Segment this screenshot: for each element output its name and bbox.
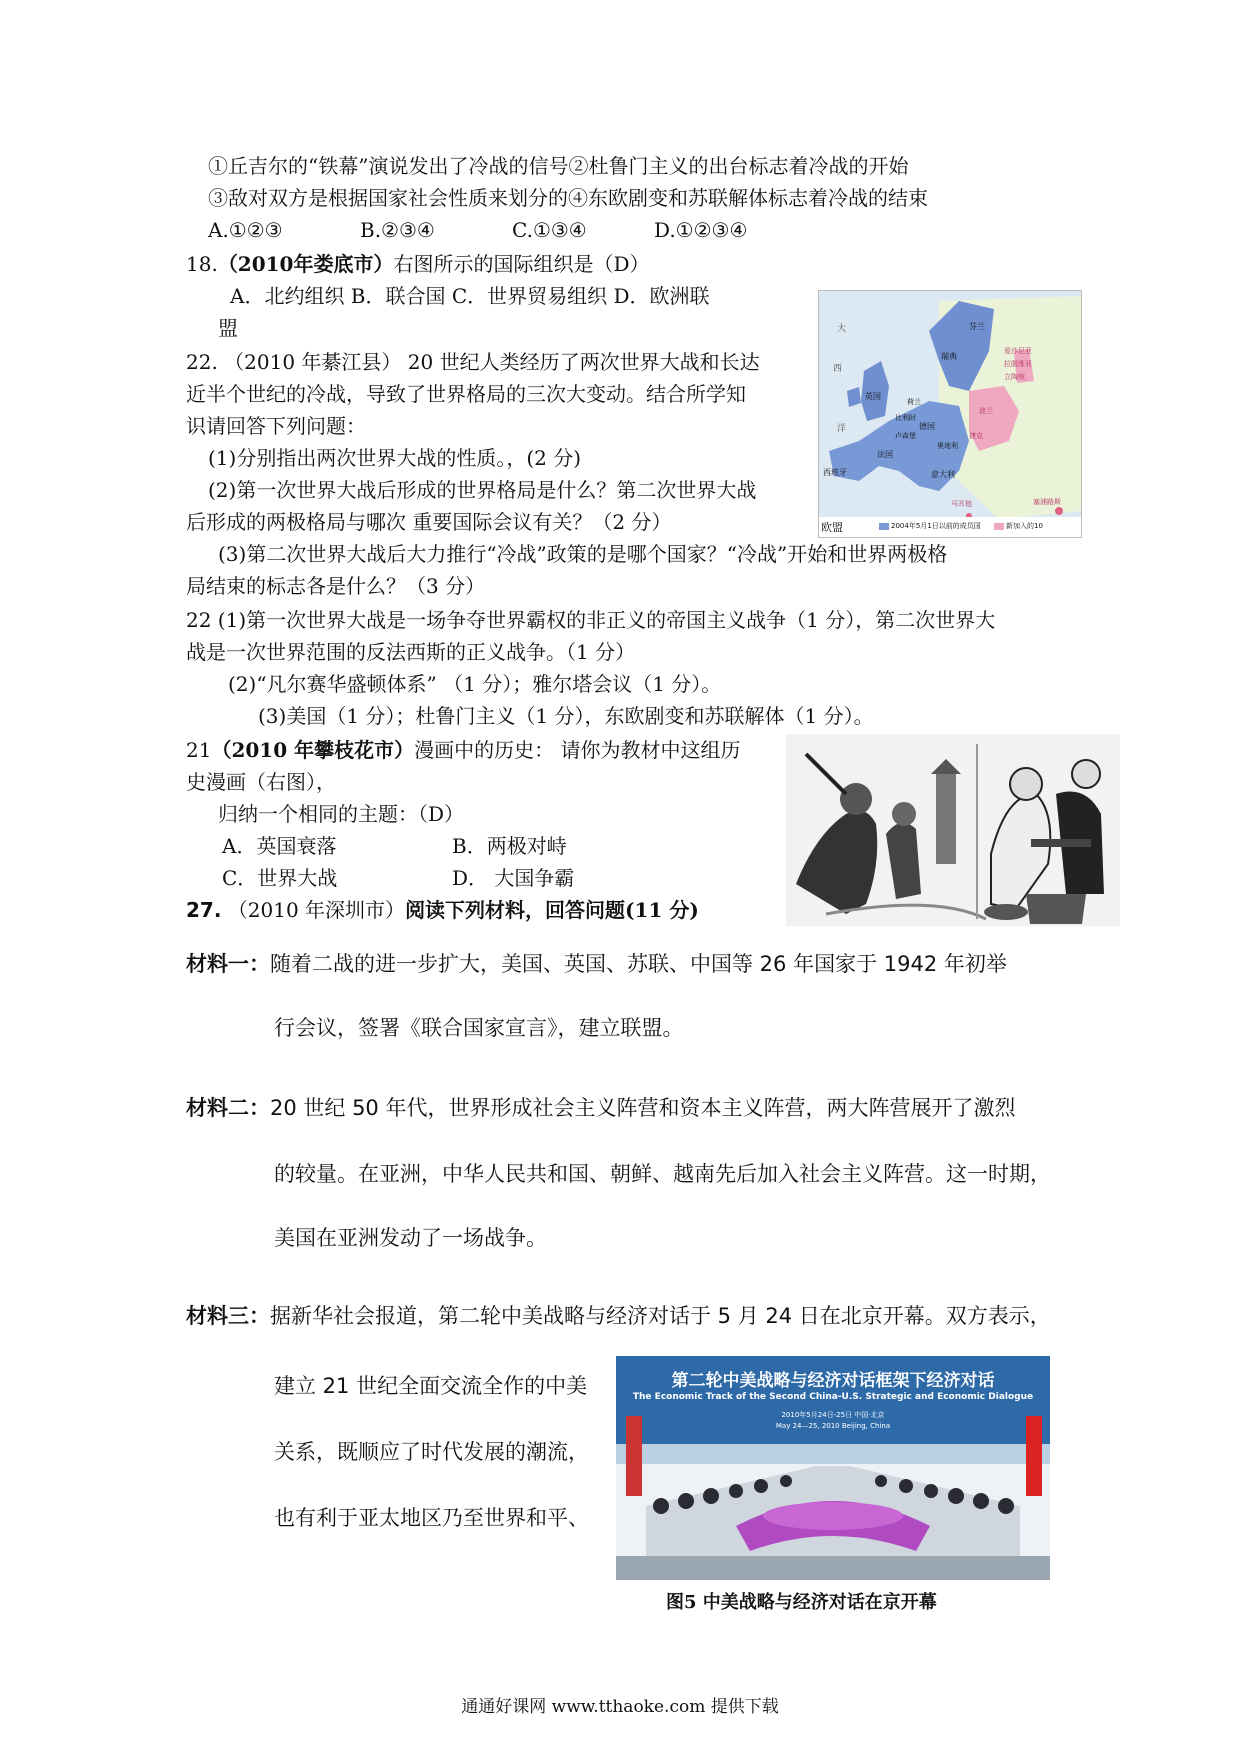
cartoon-svg — [786, 734, 1120, 926]
q22-sub-2a: (2)第一次世界大战后形成的世界格局是什么？第二次世界大战 — [208, 478, 757, 502]
q18-stem — [186, 250, 650, 278]
map-label-uk: 英国 — [865, 392, 881, 401]
q22-line-2: 近半个世纪的冷战，导致了世界格局的三次大变动。结合所学知 — [186, 382, 746, 406]
q18-number: 18. — [186, 252, 218, 276]
q17-statement-1: ①丘吉尔的“铁幕”演说发出了冷战的信号②杜鲁门主义的出台标志着冷战的开始 — [208, 154, 909, 178]
material-2-line-3: 美国在亚洲发动了一场战争。 — [274, 1226, 547, 1250]
material-3-line-1 — [186, 1300, 1051, 1330]
map-label-ocean-2: 西 — [833, 364, 843, 374]
map-label-ocean-3: 洋 — [837, 424, 847, 434]
q27-source: （2010 年深圳市） — [227, 898, 406, 922]
map-label-austria: 奥地利 — [937, 442, 958, 450]
q21-stem-3: 归纳一个相同的主题：（D） — [218, 802, 465, 826]
map-label-cyprus: 塞浦路斯 — [1033, 498, 1061, 506]
map-label-latvia: 拉脱维亚 — [1004, 360, 1032, 368]
q17-statement-2: ③敌对双方是根据国家社会性质来划分的④东欧剧变和苏联解体标志着冷战的结束 — [208, 186, 928, 210]
figure-5-caption: 图5 中美战略与经济对话在京开幕 — [666, 1592, 937, 1613]
material-3-line-4: 也有利于亚太地区乃至世界和平、 — [274, 1506, 589, 1530]
q17-option-d: D.①②③④ — [654, 218, 748, 242]
map-label-france: 法国 — [877, 450, 893, 459]
q21-option-b: B．两极对峙 — [452, 834, 567, 858]
map-label-ocean-1: 大 — [837, 324, 847, 334]
q21-question: 漫画中的历史： 请你为教材中这组历 — [414, 738, 741, 762]
material-1-label: 材料一： — [186, 952, 270, 976]
map-label-germany: 德国 — [919, 422, 935, 431]
q22-sub-2b: 后形成的两极格局与哪次 重要国际会议有关？（2 分） — [186, 510, 672, 534]
map-label-estonia: 爱沙尼亚 — [1004, 347, 1032, 355]
q18-question: 右图所示的国际组织是（D） — [393, 252, 650, 276]
a22-line-2: 战是一次世界范围的反法西斯的正义战争。（1 分） — [186, 640, 636, 664]
material-1-line-1 — [186, 948, 1007, 978]
a22-line-4: (3)美国（1 分）；杜鲁门主义（1 分），东欧剧变和苏联解体（1 分）。 — [258, 704, 874, 728]
a22-line-1: 22 (1)第一次世界大战是一场争夺世界霸权的非正义的帝国主义战争（1 分），第二次世界大 — [186, 608, 996, 632]
eu-map-figure — [818, 290, 1082, 538]
q27-stem — [186, 896, 699, 924]
material-1-line-2: 行会议，签署《联合国家宣言》，建立联盟。 — [274, 1016, 684, 1040]
q21-stem-2: 史漫画（右图）， — [186, 770, 336, 794]
q21-source: （2010 年攀枝花市） — [211, 738, 415, 762]
photo-banner-cn: 第二轮中美战略与经济对话框架下经济对话 — [671, 1371, 995, 1391]
photo-banner-date: 2010年5月24日-25日 中国·北京 — [781, 1411, 885, 1419]
photo-banner-date-en: May 24—25, 2010 Beijing, China — [775, 1422, 891, 1430]
map-label-spain: 西班牙 — [823, 468, 847, 477]
q18-source: （2010年娄底市） — [217, 252, 394, 276]
q27-question: 阅读下列材料，回答问题(11 分) — [405, 898, 699, 922]
q21-number: 21 — [186, 738, 212, 762]
map-label-poland: 波兰 — [979, 407, 993, 415]
q22-sub-3b: 局结束的标志各是什么？（3 分） — [186, 574, 486, 598]
dialogue-photo — [616, 1356, 1050, 1580]
map-label-finland: 芬兰 — [969, 322, 985, 331]
map-legend-new-members: 新加入的10 — [1006, 522, 1043, 530]
map-label-netherlands: 荷兰 — [907, 398, 921, 406]
q22-line-3: 识请回答下列问题： — [186, 414, 366, 438]
q18-options-cont: 盟 — [218, 316, 238, 340]
material-2-text-1: 20 世纪 50 年代，世界形成社会主义阵营和资本主义阵营，两大阵营展开了激烈 — [270, 1096, 1016, 1120]
q18-options: A．北约组织 B．联合国 C．世界贸易组织 D．欧洲联 — [230, 284, 710, 308]
page-footer: 通通好课网 www.tthaoke.com 提供下载 — [461, 1697, 779, 1717]
map-label-malta: 马耳他 — [951, 500, 972, 508]
material-3-label: 材料三： — [186, 1304, 270, 1328]
q21-option-c: C．世界大战 — [222, 866, 338, 890]
map-label-sweden: 瑞典 — [941, 352, 957, 361]
q27-number: 27. — [186, 898, 222, 922]
q21-option-a: A．英国衰落 — [222, 834, 337, 858]
map-label-lithuania: 立陶宛 — [1004, 373, 1025, 381]
q22-sub-1: (1)分别指出两次世界大战的性质。，(2 分) — [208, 446, 582, 470]
material-1-text-1: 随着二战的进一步扩大，美国、英国、苏联、中国等 26 年国家于 1942 年初举 — [270, 952, 1007, 976]
material-2-label: 材料二： — [186, 1096, 270, 1120]
map-label-belgium: 比利时 — [895, 414, 916, 422]
map-title: 欧盟 — [821, 521, 843, 534]
map-legend-old-members: 2004年5月1日以前的成员国 — [891, 522, 981, 530]
material-3-line-2: 建立 21 世纪全面交流全作的中美 — [274, 1374, 588, 1398]
map-label-italy: 意大利 — [931, 470, 955, 479]
material-2-line-1 — [186, 1092, 1015, 1122]
q21-option-d: D． 大国争霸 — [452, 866, 575, 890]
photo-banner-en: The Economic Track of the Second China-U.S. Strategic and Economic Dialogue — [632, 1392, 1034, 1402]
material-3-text-1: 据新华社会报道，第二轮中美战略与经济对话于 5 月 24 日在北京开幕。双方表示， — [270, 1304, 1051, 1328]
q17-option-c: C.①③④ — [512, 218, 587, 242]
material-3-line-3: 关系，既顺应了时代发展的潮流， — [274, 1440, 589, 1464]
map-label-czech: 捷克 — [969, 432, 983, 440]
q17-option-b: B.②③④ — [360, 218, 435, 242]
q17-option-a: A.①②③ — [208, 218, 283, 242]
history-cartoon-figure — [786, 734, 1120, 926]
material-2-line-2: 的较量。在亚洲，中华人民共和国、朝鲜、越南先后加入社会主义阵营。这一时期， — [274, 1162, 1051, 1186]
q21-stem — [186, 736, 740, 764]
q22-sub-3a: (3)第二次世界大战后大力推行“冷战”政策的是哪个国家？“冷战”开始和世界两极格 — [218, 542, 948, 566]
map-label-luxembourg: 卢森堡 — [895, 432, 916, 440]
q22-line-1: 22. （2010 年綦江县） 20 世纪人类经历了两次世界大战和长达 — [186, 350, 760, 374]
a22-line-3: (2)“凡尔赛华盛顿体系” （1 分）；雅尔塔会议（1 分）。 — [228, 672, 722, 696]
